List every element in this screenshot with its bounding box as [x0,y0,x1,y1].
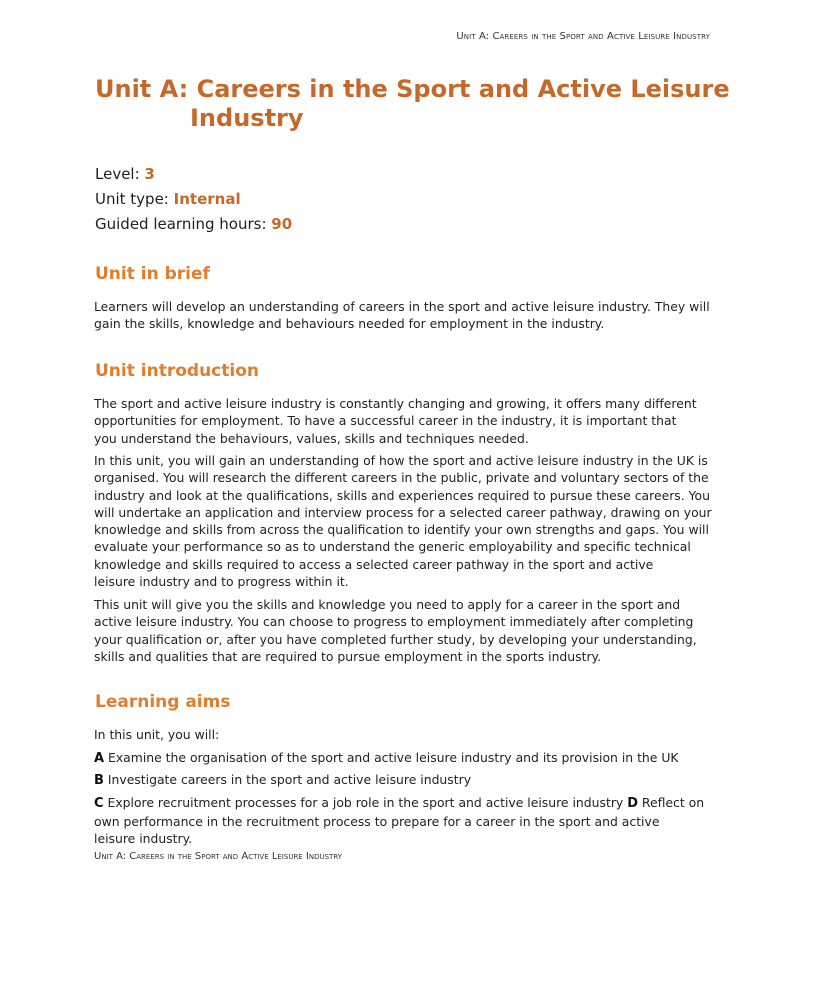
running-header: Unit A: Careers in the Sport and Active Leisure Industry [456,31,710,42]
text-line: Learners will develop an understanding of careers in the sport and active leisure industry. They will [94,299,710,314]
text-line: skills and qualities that are required to pursue employment in the sports industry. [94,648,602,664]
text-line: gain the skills, knowledge and behaviours needed for employment in the industry. [94,316,605,332]
page-title [95,75,735,133]
text-line: organised. You will research the different careers in the public, private and voluntary sectors of the [94,470,709,486]
text-line: evaluate your performance so as to understand the generic employability and specific technical [94,539,691,555]
aim-text: Examine the organisation of the sport and active leisure industry and its provision in the UK [104,750,679,765]
aim-text: own performance in the recruitment process to prepare for a career in the sport and active [94,813,660,829]
text-line: active leisure industry. You can choose to progress to employment immediately after completing [94,614,694,630]
learning-aims-heading: Learning aims [95,692,231,712]
title-line-2: Industry [190,104,304,132]
aim-letter: C [94,796,104,811]
unit-type-label: Unit type: [95,190,174,208]
level-label: Level: [95,165,145,183]
unit-type-field [95,190,241,208]
unit-introduction-heading: Unit introduction [95,361,259,381]
learning-aim-b [94,771,716,790]
level-field [95,165,155,183]
aim-text: leisure industry. [94,831,193,846]
guided-hours-label: Guided learning hours: [95,215,272,233]
aim-letter: A [94,751,105,766]
intro-paragraph-2 [94,452,716,590]
aim-text: Investigate careers in the sport and active leisure industry [103,772,472,787]
text-line: This unit will give you the skills and knowledge you need to apply for a career in the sport and [94,597,681,612]
learning-aims-intro: In this unit, you will: [94,727,220,742]
text-line: The sport and active leisure industry is constantly changing and growing, it offers many different [94,396,697,411]
level-value: 3 [144,165,155,183]
guided-hours-value: 90 [271,215,293,233]
aim-text: Explore recruitment processes for a job role in the sport and active leisure industry [103,795,628,810]
aim-letter: D [627,796,638,811]
text-line: leisure industry and to progress within it. [94,574,349,590]
text-line: you understand the behaviours, values, skills and techniques needed. [94,430,529,446]
unit-in-brief-text [94,298,716,333]
running-footer: Unit A: Careers in the Sport and Active Leisure Industry [94,851,343,862]
text-line: will undertake an application and interview process for a selected career pathway, drawing on your [94,504,712,520]
title-line-1: Unit A: Careers in the Sport and Active Leisure [95,75,730,103]
aim-text: Reflect on [637,795,705,810]
text-line: your qualification or, after you have completed further study, by developing your understanding, [94,631,697,647]
learning-aim-c-d [94,794,716,848]
guided-hours-field [95,215,292,233]
text-line: In this unit, you will gain an understanding of how the sport and active leisure industry in the UK is [94,453,708,468]
text-line: knowledge and skills from across the qualification to identify your own strengths and gaps. You will [94,522,709,538]
text-line: knowledge and skills required to access a selected career pathway in the sport and active [94,556,654,572]
aim-letter: B [94,773,104,788]
intro-paragraph-3 [94,596,716,665]
intro-paragraph-1 [94,395,716,447]
learning-aim-a [94,749,716,768]
text-line: industry and look at the qualifications, skills and experiences required to pursue these careers. You [94,487,710,503]
unit-in-brief-heading: Unit in brief [95,264,210,284]
unit-type-value: Internal [173,190,241,208]
text-line: opportunities for employment. To have a successful career in the industry, it is important that [94,413,677,429]
